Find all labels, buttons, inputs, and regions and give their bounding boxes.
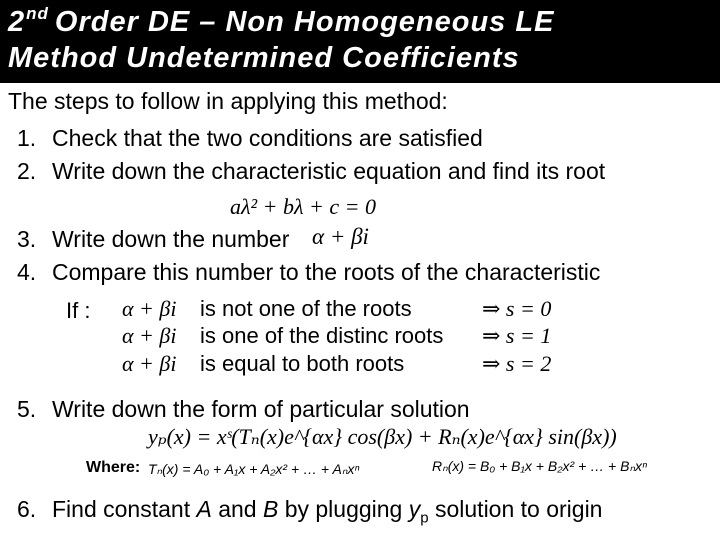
where-label: Where:	[86, 459, 141, 476]
title-line-1	[8, 4, 554, 39]
tn-definition: Tₙ(x) = A₀ + A₁x + A₂x² + … + Aₙxⁿ	[148, 461, 360, 477]
condition-1-result: ⇒ s = 0	[482, 296, 552, 321]
condition-1-expression: α + βi	[122, 296, 177, 321]
step-6-prefix: Find constant	[52, 496, 197, 522]
step-6-p-subscript: p	[420, 509, 429, 527]
condition-2-text: is one of the distinc roots	[200, 323, 444, 348]
step-3-number: 3.	[17, 226, 37, 252]
step-1-text: Check that the two conditions are satisfied	[52, 125, 483, 151]
title-bar	[0, 0, 720, 83]
intro-text: The steps to follow in applying this method:	[8, 88, 448, 114]
condition-2-result: ⇒ s = 1	[482, 323, 552, 348]
step-3-text: Write down the number	[52, 226, 290, 252]
step-6-and: and	[211, 496, 263, 522]
title-ordinal: 2	[8, 6, 26, 38]
condition-1-text: is not one of the roots	[200, 296, 412, 321]
condition-3-text: is equal to both roots	[200, 351, 405, 376]
condition-3-result: ⇒ s = 2	[482, 351, 552, 376]
step-6-text	[52, 496, 602, 527]
step-6-suffix: solution to origin	[428, 496, 603, 522]
rn-definition: Rₙ(x) = B₀ + B₁x + B₂x² + … + Bₙxⁿ	[432, 458, 648, 474]
step-6-mid: by plugging	[278, 496, 409, 522]
step-5-number: 5.	[17, 396, 37, 422]
step-6-y: y	[408, 496, 421, 522]
number-expression: α + βi	[312, 224, 369, 249]
step-5-text: Write down the form of particular solution	[52, 396, 470, 422]
step-6-constant-b: B	[262, 496, 279, 522]
step-4-number: 4.	[17, 259, 37, 285]
title-line-2: Method Undetermined Coefficients	[8, 42, 520, 74]
step-6-number: 6.	[17, 496, 37, 522]
title-ordinal-suffix: nd	[26, 4, 49, 23]
condition-2-expression: α + βi	[122, 323, 177, 348]
step-1-number: 1.	[17, 125, 37, 151]
condition-3-expression: α + βi	[122, 351, 177, 376]
step-6-constant-a: A	[196, 496, 212, 522]
step-2-number: 2.	[17, 158, 37, 184]
step-4-text: Compare this number to the roots of the characteristic	[52, 259, 601, 285]
characteristic-equation: aλ² + bλ + c = 0	[230, 194, 376, 219]
particular-solution-formula: yₚ(x) = xˢ(Tₙ(x)e^{αx} cos(βx) + Rₙ(x)e^{αx} sin(βx))	[148, 424, 617, 449]
title-line-1-text: Order DE – Non Homogeneous LE	[54, 6, 555, 38]
step-2-text: Write down the characteristic equation and find its root	[52, 158, 606, 184]
if-label: If :	[66, 298, 91, 323]
